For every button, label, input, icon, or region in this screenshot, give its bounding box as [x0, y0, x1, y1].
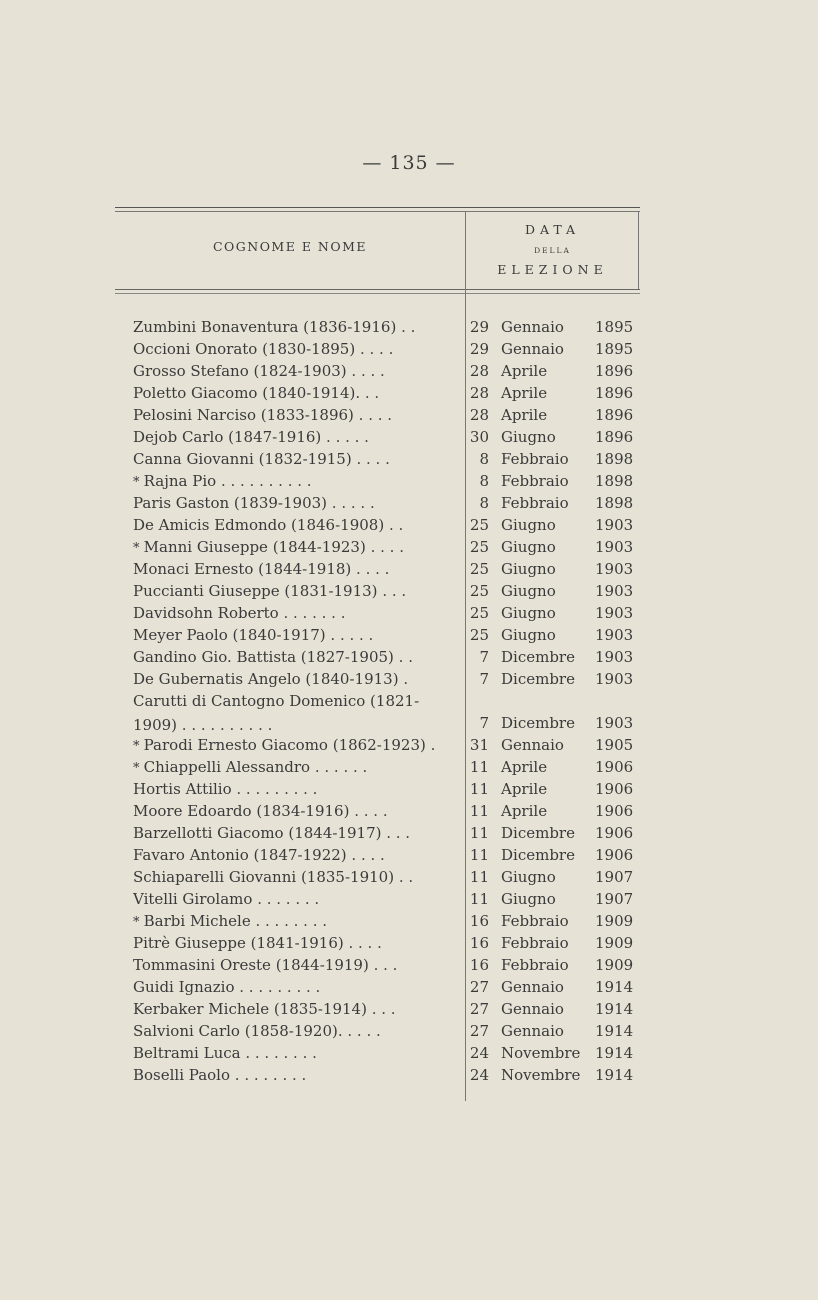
- member-name-text: Pitrè Giuseppe (1841-1916): [133, 934, 344, 952]
- leader-dots: . . . .: [346, 362, 385, 380]
- table-top-rule: [115, 207, 640, 208]
- table-row: [115, 1020, 640, 1042]
- member-name: [133, 470, 461, 494]
- table-row: [115, 470, 640, 492]
- election-year: 1903: [595, 670, 634, 688]
- leader-dots: . . . . . . . .: [240, 1044, 317, 1062]
- election-day: 31: [469, 736, 489, 754]
- table-row: [115, 404, 640, 426]
- election-year: 1906: [595, 802, 634, 820]
- election-year: 1905: [595, 736, 634, 754]
- election-month: Giugno: [501, 604, 556, 622]
- member-name-text: Carutti di Cantogno Domenico (1821-1909): [133, 692, 420, 734]
- member-name: [133, 690, 461, 736]
- member-name-text: De Gubernatis Angelo (1840-1913): [133, 670, 399, 688]
- member-name: [133, 1042, 461, 1066]
- election-year: 1914: [595, 1000, 634, 1018]
- header-bottom-rule-2: [115, 293, 640, 294]
- election-day: 8: [479, 494, 489, 512]
- leader-dots: . . . . . . .: [278, 604, 346, 622]
- election-year: 1896: [595, 428, 634, 446]
- election-day: 11: [469, 758, 489, 776]
- election-year: 1907: [595, 890, 634, 908]
- election-day: 30: [469, 428, 489, 446]
- election-day: 27: [469, 978, 489, 996]
- table-row: [115, 756, 640, 778]
- leader-dots: . . . . .: [321, 428, 369, 446]
- election-month: Giugno: [501, 428, 556, 446]
- election-day: 11: [469, 846, 489, 864]
- member-name: [133, 800, 461, 824]
- leader-dots: . . . .: [346, 846, 385, 864]
- election-day: 7: [479, 714, 489, 732]
- member-name: [133, 624, 461, 648]
- member-name-text: Salvioni Carlo (1858-1920).: [133, 1022, 343, 1040]
- election-month: Aprile: [501, 802, 548, 820]
- table-row: [115, 514, 640, 536]
- member-name: [133, 844, 461, 868]
- election-year: 1906: [595, 780, 634, 798]
- member-name: [133, 382, 461, 406]
- member-name: [133, 910, 461, 934]
- member-name-text: Schiaparelli Giovanni (1835-1910): [133, 868, 395, 886]
- election-month: Dicembre: [501, 670, 575, 688]
- table-row: [115, 932, 640, 954]
- member-name-text: Grosso Stefano (1824-1903): [133, 362, 347, 380]
- leader-dots: . . . . .: [325, 626, 374, 644]
- election-month: Aprile: [501, 384, 548, 402]
- election-day: 28: [469, 406, 489, 424]
- member-name-text: De Amicis Edmondo (1846-1908): [133, 516, 385, 534]
- member-name-text: Pelosini Narciso (1833-1896): [133, 406, 354, 424]
- table-row: [115, 668, 640, 690]
- election-year: 1903: [595, 604, 634, 622]
- leader-dots: . . . . . . . . . .: [216, 472, 312, 490]
- election-day: 11: [469, 868, 489, 886]
- election-year: 1906: [595, 758, 634, 776]
- election-day: 25: [469, 538, 489, 556]
- member-name-text: Manni Giuseppe (1844-1923): [143, 538, 366, 556]
- asterisk-mark: *: [133, 761, 144, 776]
- leader-dots: . . . .: [355, 340, 394, 358]
- leader-dots: . .: [396, 318, 416, 336]
- election-year: 1903: [595, 516, 634, 534]
- table-row: [115, 338, 640, 360]
- member-name-text: Occioni Onorato (1830-1895): [133, 340, 356, 358]
- member-name: [133, 602, 461, 626]
- member-name: [133, 580, 461, 604]
- table-row: [115, 888, 640, 910]
- member-name-text: Gandino Gio. Battista (1827-1905): [133, 648, 394, 666]
- member-name: [133, 360, 461, 384]
- leader-dots: . . . .: [349, 802, 388, 820]
- member-name: [133, 954, 461, 978]
- member-name-text: Kerbaker Michele (1835-1914): [133, 1000, 367, 1018]
- table-row: [115, 910, 640, 932]
- member-name-text: Zumbini Bonaventura (1836-1916): [133, 318, 397, 336]
- election-year: 1898: [595, 450, 634, 468]
- member-name-text: Paris Gaston (1839-1903): [133, 494, 328, 512]
- leader-dots: . . .: [381, 824, 411, 842]
- asterisk-mark: *: [133, 739, 144, 754]
- election-year: 1895: [595, 318, 634, 336]
- member-name-text: Rajna Pio: [143, 472, 217, 490]
- election-day: 29: [469, 318, 489, 336]
- member-name-text: Favaro Antonio (1847-1922): [133, 846, 347, 864]
- election-day: 25: [469, 626, 489, 644]
- member-name-text: Parodi Ernesto Giacomo (1862-1923): [143, 736, 426, 754]
- election-month: Febbraio: [501, 912, 569, 930]
- leader-dots: . . .: [368, 956, 398, 974]
- table-row: [115, 646, 640, 668]
- member-name-text: Guidi Ignazio: [133, 978, 235, 996]
- member-name: [133, 976, 461, 1000]
- table-row: [115, 976, 640, 998]
- election-day: 27: [469, 1022, 489, 1040]
- election-month: Aprile: [501, 362, 548, 380]
- election-month: Novembre: [501, 1044, 581, 1062]
- election-year: 1903: [595, 538, 634, 556]
- leader-dots: . . . . . . . . . .: [177, 716, 273, 734]
- member-name: [133, 888, 461, 912]
- election-day: 27: [469, 1000, 489, 1018]
- leader-dots: . . . .: [351, 450, 390, 468]
- leader-dots: . .: [384, 516, 404, 534]
- leader-dots: . . . . . .: [310, 758, 368, 776]
- election-day: 16: [469, 956, 489, 974]
- election-day: 28: [469, 362, 489, 380]
- election-year: 1896: [595, 406, 634, 424]
- election-day: 25: [469, 516, 489, 534]
- election-year: 1903: [595, 560, 634, 578]
- election-month: Giugno: [501, 516, 556, 534]
- election-day: 25: [469, 582, 489, 600]
- table-row: [115, 1064, 640, 1086]
- page-number: — 135 —: [362, 152, 456, 174]
- election-year: 1914: [595, 1066, 634, 1084]
- member-name: [133, 1020, 461, 1044]
- election-month: Gennaio: [501, 1022, 564, 1040]
- election-month: Dicembre: [501, 824, 575, 842]
- election-day: 7: [479, 670, 489, 688]
- election-year: 1906: [595, 824, 634, 842]
- member-name-text: Davidsohn Roberto: [133, 604, 279, 622]
- member-name-text: Tommasini Oreste (1844-1919): [133, 956, 369, 974]
- election-day: 28: [469, 384, 489, 402]
- table-row: [115, 426, 640, 448]
- election-month: Febbraio: [501, 450, 569, 468]
- election-day: 29: [469, 340, 489, 358]
- member-name-text: Beltrami Luca: [133, 1044, 241, 1062]
- table-row: [115, 316, 640, 338]
- election-day: 8: [479, 472, 489, 490]
- table-row: [115, 998, 640, 1020]
- table-row: [115, 822, 640, 844]
- election-year: 1914: [595, 1022, 634, 1040]
- election-day: 24: [469, 1044, 489, 1062]
- election-year: 1906: [595, 846, 634, 864]
- election-year: 1898: [595, 494, 634, 512]
- election-month: Dicembre: [501, 846, 575, 864]
- election-day: 7: [479, 648, 489, 666]
- asterisk-mark: *: [133, 541, 144, 556]
- election-day: 11: [469, 890, 489, 908]
- election-day: 8: [479, 450, 489, 468]
- table-row: [115, 558, 640, 580]
- table-row: [115, 624, 640, 646]
- election-month: Febbraio: [501, 472, 569, 490]
- table-row: [115, 536, 640, 558]
- header-date-column-bottom: ELEZIONE: [497, 262, 608, 277]
- election-year: 1907: [595, 868, 634, 886]
- member-name: [133, 866, 461, 890]
- leader-dots: . . . . . . . . .: [231, 780, 318, 798]
- table-row: [115, 360, 640, 382]
- member-name-text: Barzellotti Giacomo (1844-1917): [133, 824, 382, 842]
- election-year: 1896: [595, 362, 634, 380]
- leader-dots: . .: [393, 648, 413, 666]
- leader-dots: . . . . .: [327, 494, 375, 512]
- table-row: [115, 1042, 640, 1064]
- election-month: Aprile: [501, 758, 548, 776]
- leader-dots: . . . .: [351, 560, 390, 578]
- header-name-column: COGNOME E NOME: [212, 239, 368, 254]
- leader-dots: . . . .: [353, 406, 393, 424]
- member-name: [133, 514, 461, 538]
- leader-dots: . . . . . . . .: [230, 1066, 307, 1084]
- member-name: [133, 338, 461, 362]
- member-name: [133, 316, 461, 340]
- leader-dots: . . .: [366, 1000, 396, 1018]
- leader-dots: .: [398, 670, 409, 688]
- member-name: [133, 492, 461, 516]
- member-name: [133, 668, 461, 692]
- election-month: Giugno: [501, 890, 556, 908]
- member-name: [133, 778, 461, 802]
- election-year: 1909: [595, 912, 634, 930]
- election-month: Febbraio: [501, 956, 569, 974]
- election-year: 1903: [595, 626, 634, 644]
- election-month: Novembre: [501, 1066, 581, 1084]
- election-month: Dicembre: [501, 648, 575, 666]
- election-month: Febbraio: [501, 494, 569, 512]
- member-name-text: Vitelli Girolamo: [133, 890, 253, 908]
- election-day: 16: [469, 912, 489, 930]
- leader-dots: . . . . . . . . .: [234, 978, 321, 996]
- election-month: Aprile: [501, 406, 548, 424]
- election-year: 1914: [595, 978, 634, 996]
- member-name: [133, 932, 461, 956]
- member-name: [133, 998, 461, 1022]
- leader-dots: . . . .: [365, 538, 404, 556]
- election-month: Giugno: [501, 560, 556, 578]
- member-name-text: Hortis Attilio: [133, 780, 232, 798]
- table-row: [115, 382, 640, 404]
- election-day: 11: [469, 780, 489, 798]
- election-year: 1896: [595, 384, 634, 402]
- member-name: [133, 426, 461, 450]
- member-name: [133, 536, 461, 560]
- table-row: [115, 778, 640, 800]
- member-name-text: Barbi Michele: [143, 912, 251, 930]
- member-name-text: Moore Edoardo (1834-1916): [133, 802, 350, 820]
- member-name-text: Meyer Paolo (1840-1917): [133, 626, 326, 644]
- election-month: Giugno: [501, 626, 556, 644]
- member-name-text: Boselli Paolo: [133, 1066, 231, 1084]
- table-row: [115, 844, 640, 866]
- election-month: Gennaio: [501, 1000, 564, 1018]
- leader-dots: . . . .: [343, 934, 382, 952]
- leader-dots: . . . . . . .: [252, 890, 320, 908]
- member-name-text: Canna Giovanni (1832-1915): [133, 450, 352, 468]
- election-month: Gennaio: [501, 340, 564, 358]
- election-month: Gennaio: [501, 978, 564, 996]
- header-date-column-mid: DELLA: [534, 246, 571, 255]
- table-row: [115, 690, 640, 734]
- election-day: 16: [469, 934, 489, 952]
- election-day: 11: [469, 802, 489, 820]
- header-date-column-top: DATA: [524, 222, 581, 237]
- election-month: Aprile: [501, 780, 548, 798]
- table-row: [115, 734, 640, 756]
- election-day: 25: [469, 560, 489, 578]
- member-name-text: Poletto Giacomo (1840-1914).: [133, 384, 361, 402]
- table-row: [115, 954, 640, 976]
- election-year: 1898: [595, 472, 634, 490]
- election-year: 1903: [595, 648, 634, 666]
- member-name: [133, 448, 461, 472]
- member-name: [133, 822, 461, 846]
- member-name: [133, 1064, 461, 1088]
- table-top-rule-2: [115, 211, 640, 212]
- header-bottom-rule: [115, 289, 640, 290]
- leader-dots: . .: [360, 384, 380, 402]
- election-year: 1903: [595, 714, 634, 732]
- member-name-text: Dejob Carlo (1847-1916): [133, 428, 322, 446]
- table-row: [115, 448, 640, 470]
- election-month: Gennaio: [501, 318, 564, 336]
- table-body: [115, 316, 640, 1086]
- election-year: 1903: [595, 582, 634, 600]
- member-name-text: Chiappelli Alessandro: [143, 758, 311, 776]
- asterisk-mark: *: [133, 475, 144, 490]
- table-row: [115, 800, 640, 822]
- asterisk-mark: *: [133, 915, 144, 930]
- table-row: [115, 492, 640, 514]
- table-row: [115, 866, 640, 888]
- member-name: [133, 404, 461, 428]
- election-day: 11: [469, 824, 489, 842]
- election-table: [115, 207, 640, 1107]
- table-row: [115, 580, 640, 602]
- member-name: [133, 756, 461, 780]
- election-day: 24: [469, 1066, 489, 1084]
- election-month: Giugno: [501, 582, 556, 600]
- member-name: [133, 558, 461, 582]
- election-month: Giugno: [501, 538, 556, 556]
- election-month: Gennaio: [501, 736, 564, 754]
- election-month: Dicembre: [501, 714, 575, 732]
- member-name-text: Monaci Ernesto (1844-1918): [133, 560, 352, 578]
- leader-dots: . . .: [377, 582, 407, 600]
- table-row: [115, 602, 640, 624]
- election-year: 1909: [595, 934, 634, 952]
- leader-dots: . .: [394, 868, 414, 886]
- election-month: Giugno: [501, 868, 556, 886]
- election-year: 1895: [595, 340, 634, 358]
- election-month: Febbraio: [501, 934, 569, 952]
- leader-dots: .: [425, 736, 436, 754]
- leader-dots: . . . . . . . .: [250, 912, 328, 930]
- member-name-text: Puccianti Giuseppe (1831-1913): [133, 582, 378, 600]
- election-year: 1914: [595, 1044, 634, 1062]
- election-day: 25: [469, 604, 489, 622]
- member-name: [133, 734, 461, 758]
- member-name: [133, 646, 461, 670]
- leader-dots: . . . .: [342, 1022, 381, 1040]
- election-year: 1909: [595, 956, 634, 974]
